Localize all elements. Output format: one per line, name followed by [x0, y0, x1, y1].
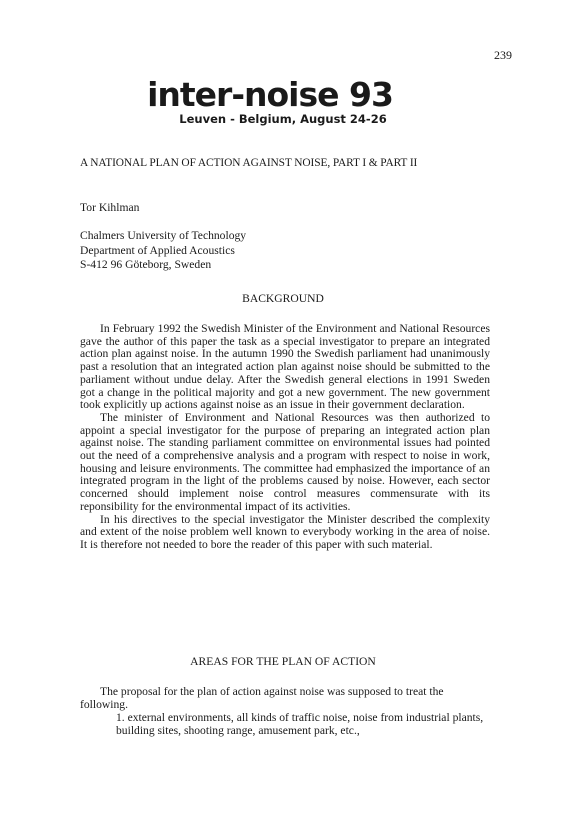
conference-subtitle: Leuven - Belgium, August 24-26 — [179, 112, 387, 126]
author-affiliation — [80, 229, 246, 273]
paragraph: In February 1992 the Swedish Minister of the Environment and National Resources gave the author of this paper the task as a special investigator to prepare an integrated action plan against noise. In the autumn 1990 the Swedish parliament had unanimously past a resolution that an integrated action plan against noise should be submitted to the parliament without undue delay. After the Swedish general elections in 1991 Sweden got a change in the political majority and got a new government. The new government took explicitly up actions against noise as an issue in their government declaration. — [80, 322, 490, 412]
areas-body — [80, 685, 490, 737]
background-body — [80, 323, 490, 552]
section-heading-background: BACKGROUND — [242, 292, 324, 305]
affiliation-line: Department of Applied Acoustics — [80, 243, 235, 257]
paragraph: The minister of Environment and National Resources was then authorized to appoint a special investigator for the purpose of preparing an integrated action plan against noise. The standing parliament committee on environmental issues had pointed out the need of a comprehensive analysis and a program with respect to noise in work, housing and leisure environments. The committee had emphasized the importance of an integrated program in the light of the problems caused by noise. However, each sector concerned should implement noise control measures commensurate with its reponsibility for the environmental impact of its activities. — [80, 410, 490, 513]
conference-title: inter-noise 93 — [147, 75, 393, 114]
page-number: 239 — [494, 48, 512, 62]
affiliation-line: Chalmers University of Technology — [80, 229, 247, 242]
paragraph: In his directives to the special investigator the Minister described the complexity and extent of the noise problem well known to everybody working in the area of noise. It is therefore not needed to bore the reader of this paper with such material. — [80, 512, 490, 551]
paper-title: A NATIONAL PLAN OF ACTION AGAINST NOISE, PART I & PART II — [80, 157, 418, 169]
affiliation-line: S-412 96 Göteborg, Sweden — [80, 258, 212, 271]
author-name: Tor Kihlman — [80, 201, 140, 214]
list-item: 1. external environments, all kinds of traffic noise, noise from industrial plants, building sites, shooting range, amusement park, etc., — [116, 711, 484, 737]
paragraph: The proposal for the plan of action against noise was supposed to treat the following. — [80, 685, 444, 711]
section-heading-areas: AREAS FOR THE PLAN OF ACTION — [190, 655, 376, 668]
conference-logo — [0, 75, 566, 126]
